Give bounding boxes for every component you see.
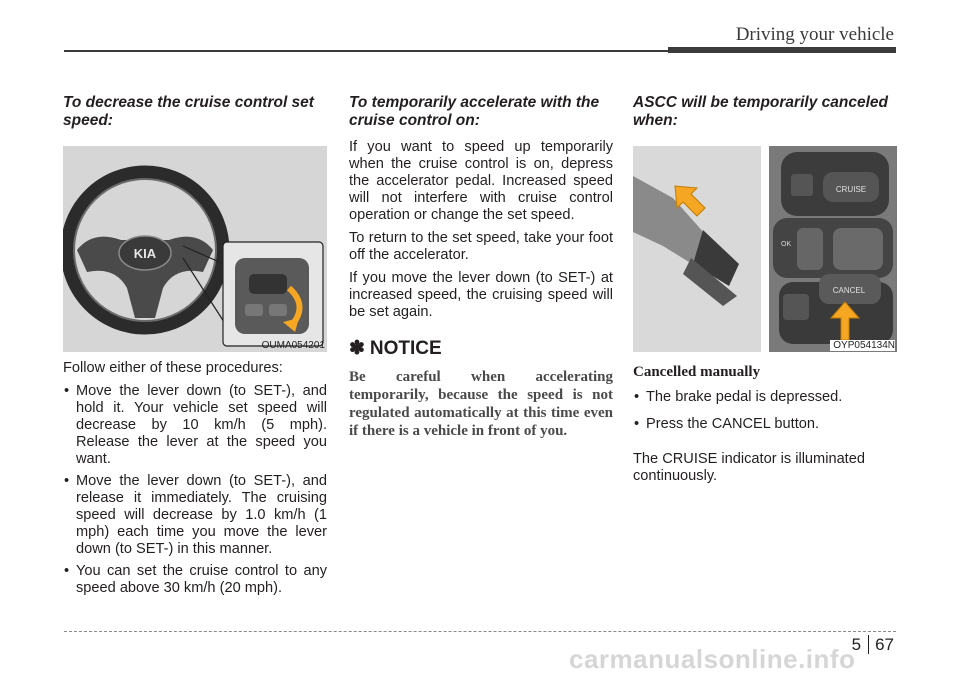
ok-label: OK bbox=[781, 241, 792, 248]
column-temporary-accelerate bbox=[349, 94, 613, 440]
column-decrease-speed bbox=[63, 94, 327, 602]
list-item: • You can set the cruise control to any speed above 30 km/h (20 mph). bbox=[63, 563, 327, 597]
watermark: carmanualsonline.info bbox=[569, 644, 856, 674]
cancel-controls-figure bbox=[633, 146, 897, 352]
heading-ascc-cancel: ASCC will be temporarily canceled when: bbox=[633, 94, 888, 129]
header-rule bbox=[64, 50, 668, 52]
notice-star-icon: ✽ bbox=[349, 338, 365, 359]
list-item: • Move the lever down (to SET-), and hold it. Your vehicle set speed will decrease by 10 km/h (5 mph). Release the lever at the speed you want. bbox=[63, 383, 327, 468]
cancel-conditions-list bbox=[633, 389, 897, 433]
header-bar bbox=[668, 47, 896, 53]
paragraph: To return to the set speed, take your foot off the accelerator. bbox=[349, 230, 613, 263]
notice-body: Be careful when accelerating temporarily, because the speed is not regulated automatically at this time even if there is a vehicle in front of you. bbox=[349, 369, 613, 439]
subheading-cancelled-manually: Cancelled manually bbox=[633, 364, 761, 380]
paragraph: If you move the lever down (to SET-) at increased speed, the cruising speed will be set again. bbox=[349, 270, 613, 320]
steering-wheel-figure bbox=[63, 146, 327, 352]
figure-code: OUMA054201 bbox=[261, 340, 325, 351]
closing-paragraph: The CRUISE indicator is illuminated continuously. bbox=[633, 451, 865, 484]
footer-rule bbox=[64, 631, 896, 632]
cruise-button-label: CRUISE bbox=[835, 185, 867, 194]
heading-decrease-speed: To decrease the cruise control set speed: bbox=[63, 94, 314, 129]
cancel-button-label: CANCEL bbox=[832, 286, 866, 295]
page-number bbox=[852, 635, 894, 655]
page-number-value: 67 bbox=[875, 635, 894, 654]
kia-logo: KIA bbox=[133, 246, 157, 261]
list-item: • Press the CANCEL button. bbox=[633, 416, 897, 433]
list-item: • Move the lever down (to SET-), and release it immediately. The cruising speed will decrease by 1.0 km/h (1 mph) each time you move the lever down (to SET-) in this manner. bbox=[63, 473, 327, 558]
figure-code: OYP054134N bbox=[830, 340, 895, 351]
pedal-and-cancel-illustration bbox=[633, 146, 897, 352]
notice-label: NOTICE bbox=[369, 338, 442, 359]
section-number: 5 bbox=[852, 635, 869, 654]
decrease-speed-list bbox=[63, 383, 327, 597]
paragraph: If you want to speed up temporarily when the cruise control is on, depress the accelerator pedal. Increased speed will not interfere with cruise control operation or change the set speed. bbox=[349, 139, 613, 223]
list-item: • The brake pedal is depressed. bbox=[633, 389, 897, 406]
heading-temporary-accelerate: To temporarily accelerate with the cruise control on: bbox=[349, 94, 600, 129]
notice-title bbox=[349, 337, 613, 360]
column-ascc-cancel bbox=[633, 94, 897, 485]
header-title: Driving your vehicle bbox=[735, 24, 894, 45]
procedure-intro: Follow either of these procedures: bbox=[63, 360, 283, 376]
steering-wheel-illustration bbox=[63, 146, 327, 352]
